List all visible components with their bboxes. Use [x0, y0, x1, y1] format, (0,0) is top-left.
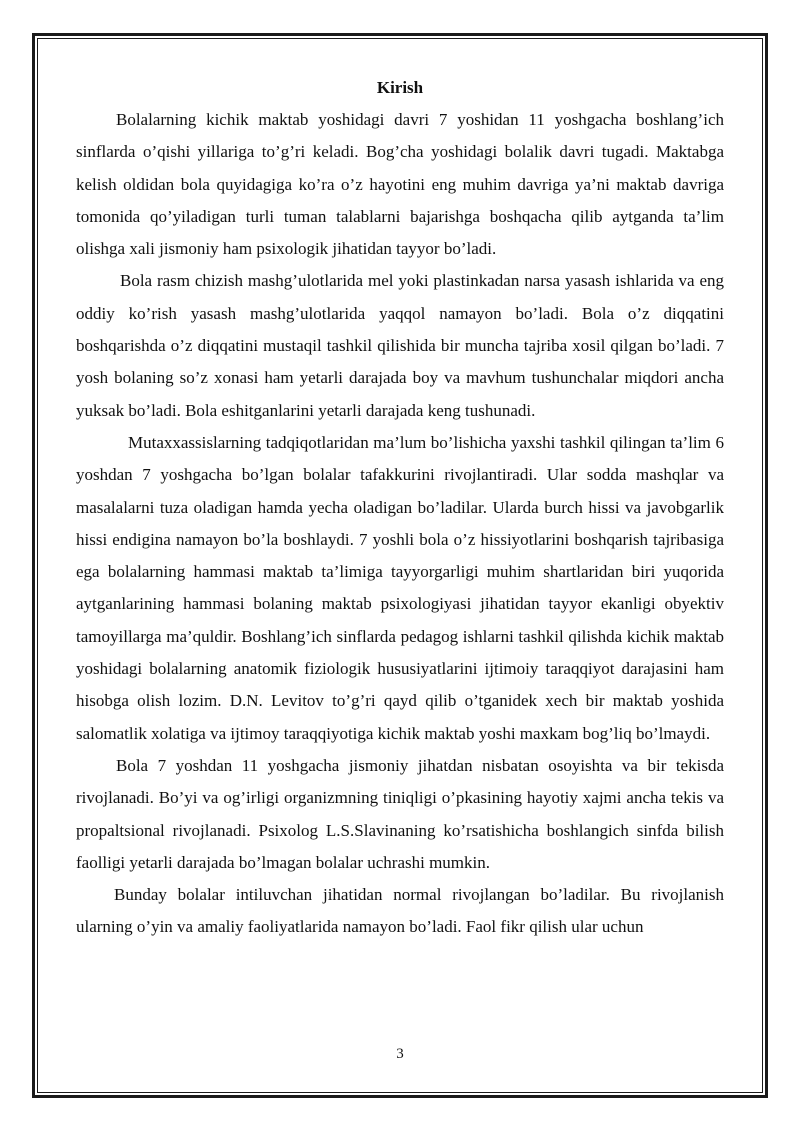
paragraph-3: Mutaxxassislarning tadqiqotlaridan ma’lum bo’lishicha yaxshi tashkil qilingan ta’lim 6 yoshdan 7 yoshgacha bo’lgan bolalar tafakkurini rivojlantiradi. Ular sodda mashqlar va masalalarni tuza oladigan hamda yecha oladigan bo’ladilar. Ularda burch hissi va javobgarlik hissi endigina namayon bo’la boshlaydi. 7 yoshli bola o’z hissiyotlarini boshqarish tajribasiga ega bolalarning hammasi maktab ta’limiga tayyorgarligi muhim shartlaridan biri yuqorida aytganlarining hammasi bolaning maktab psixologiyasi jihatidan tayyor ekanligi obyektiv tamoyillarga ma’quldir. Boshlang’ich sinflarda pedagog ishlarni tashkil qilishda kichik maktab yoshidagi bolalarning anatomik fiziologik hususiyatlarini ijtimoiy taraqqiyot darajasini ham hisobga olish lozim. D.N. Levitov to’g’ri qayd qilib o’tganidek xech bir maktab yoshida salomatlik xolatiga va ijtimoy taraqqiyotiga kichik maktab yoshi maxkam bog’liq bo’lmaydi. [76, 432, 724, 743]
page-title: Kirish [376, 78, 424, 97]
page-number: 3 [396, 1046, 404, 1062]
paragraph-1: Bolalarning kichik maktab yoshidagi davri 7 yoshidan 11 yoshgacha boshlang’ich sinflarda o’qishi yillariga to’g’ri keladi. Bog’cha yoshidagi bolalik davri tugadi. Maktabga kelish oldidan bola quyidagiga ko’ra o’z hayotini eng muhim davriga ya’ni maktab davriga tomonida qo’yiladigan turli tuman talablarni bajarishga boshqacha qilib aytganda ta’lim olishga xali jismoniy ham psixologik jihatidan tayyor bo’ladi. [76, 110, 724, 259]
paragraph-2: Bola rasm chizish mashg’ulotlarida mel yoki plastinkadan narsa yasash ishlarida va eng oddiy ko’rish yasash mashg’ulotlarida yaqqol namayon bo’ladi. Bola o’z diqqatini boshqarishda o’z diqqatini mustaqil tashkil qilishida bir muncha tajriba xosil qilgan bo’ladi. 7 yosh bolaning so’z xonasi ham yetarli darajada boy va mavhum tushunchalar miqdori ancha yuksak bo’ladi. Bola eshitganlarini yetarli darajada keng tushunadi. [76, 271, 724, 420]
paragraph-4: Bola 7 yoshdan 11 yoshgacha jismoniy jihatdan nisbatan osoyishta va bir tekisda rivojlanadi. Bo’yi va og’irligi organizmning tiniqligi o’pkasining hayotiy xajmi ancha tekis va propaltsional rivojlanadi. Psixolog L.S.Slavinaning ko’rsatishicha boshlangich sinfda bilish faolligi yetarli darajada bo’lmagan bolalar uchrashi mumkin. [76, 755, 724, 872]
document-body [76, 72, 724, 944]
paragraph-5: Bunday bolalar intiluvchan jihatidan normal rivojlangan bo’ladilar. Bu rivojlanish ularning o’yin va amaliy faoliyatlarida namayon bo’ladi. Faol fikr qilish ular uchun [76, 885, 724, 937]
